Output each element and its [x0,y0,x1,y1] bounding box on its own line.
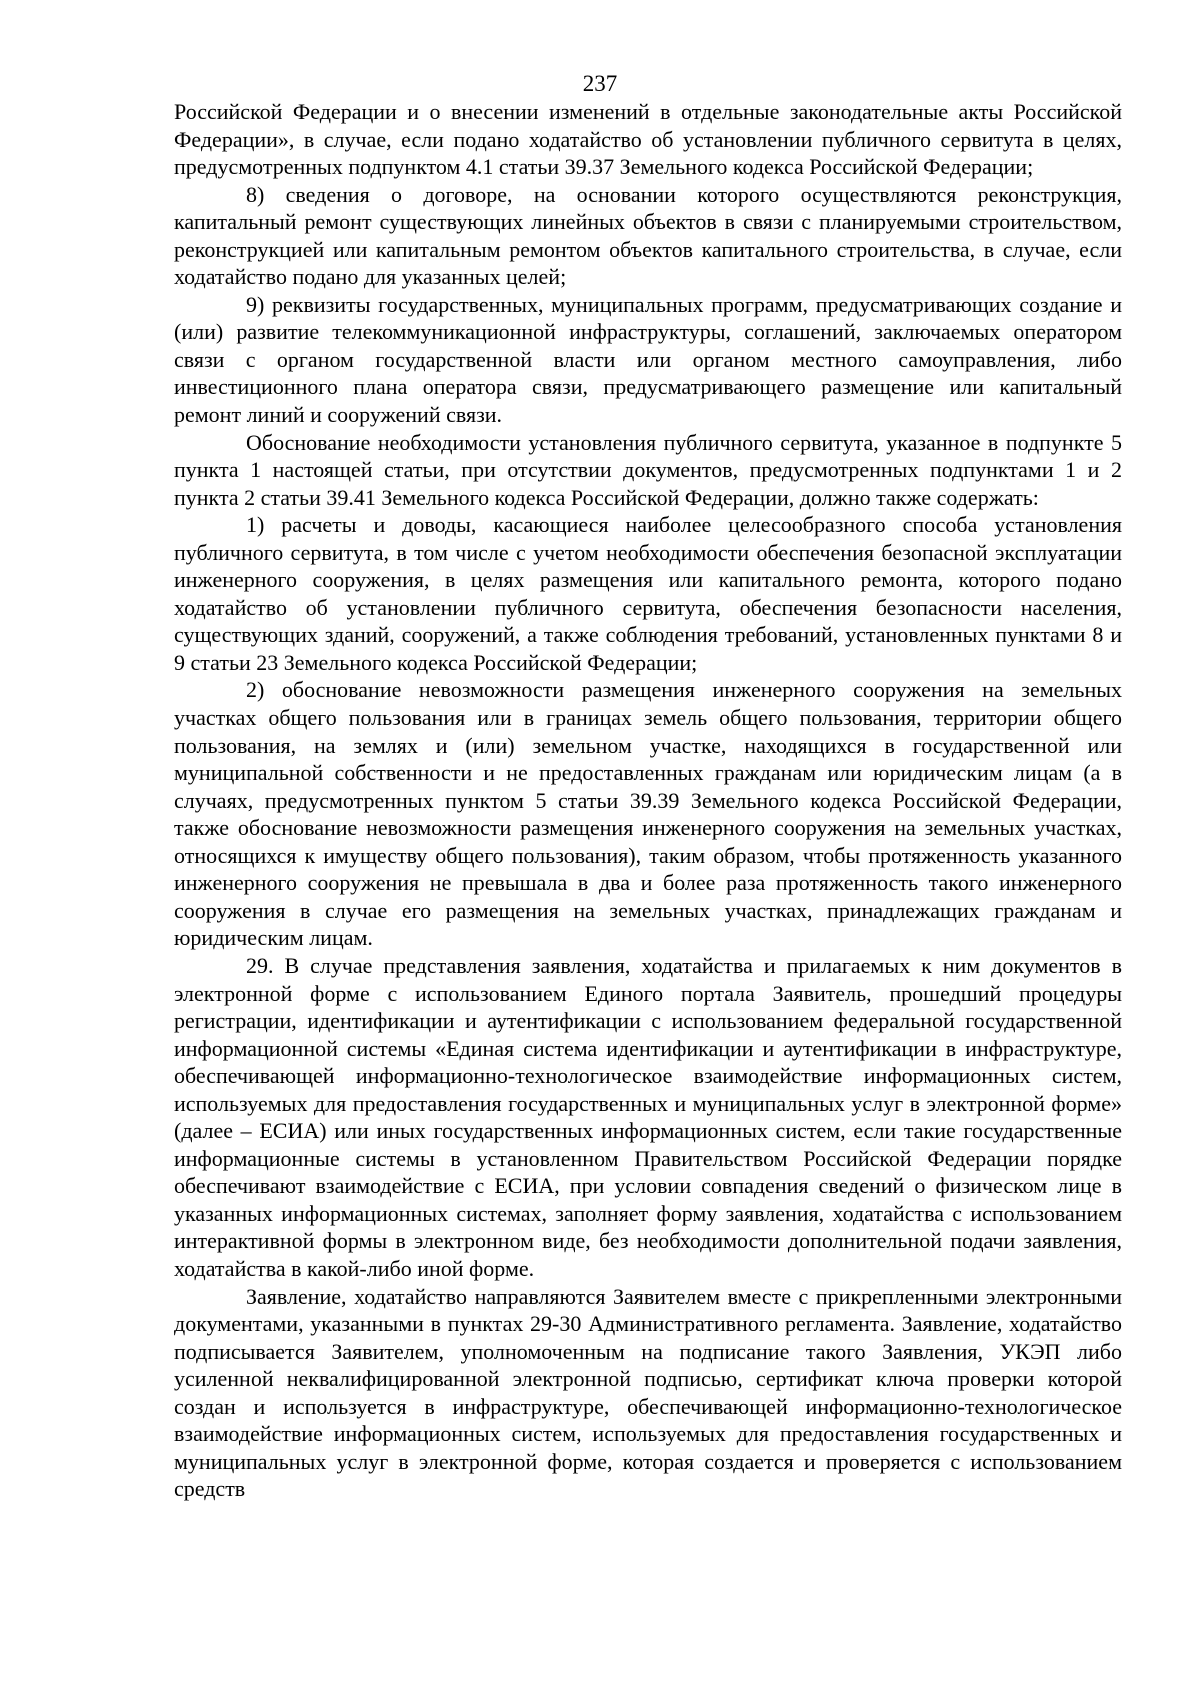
paragraph-application-signing: Заявление, ходатайство направляются Заявителем вместе с прикрепленными электронными документами, указанными в пунктах 29-30 Административного регламента. Заявление, ходатайство подписывается Заявителем, уполномоченным на подписание такого Заявления, УКЭП либо усиленной неквалифицированной электронной подписью, сертификат ключа проверки которой создан и используется в инфраструктуре, обеспечивающей информационно-технологическое взаимодействие информационных систем, используемых для предоставления государственных и муниципальных услуг в электронной форме, которая создается и проверяется с использованием средств [174,1283,1122,1502]
paragraph-item-8: 8) сведения о договоре, на основании которого осуществляются реконструкция, капитальный ремонт существующих линейных объектов в связи с планируемыми строительством, реконструкцией или капитальным ремонтом объектов капитального строительства, в случае, если ходатайство подано для указанных целей; [174,181,1122,290]
paragraph-justification-item-2: 2) обоснование невозможности размещения инженерного сооружения на земельных участках общего пользования или в границах земель общего пользования, территории общего пользования, на землях и (или) земельном участке, находящихся в государственной или муниципальной собственности и не предоставленных гражданам или юридическим лицам (а в случаях, предусмотренных пунктом 5 статьи 39.39 Земельного кодекса Российской Федерации, также обоснование невозможности размещения инженерного сооружения на земельных участках, относящихся к имуществу общего пользования), таким образом, чтобы протяженность указанного инженерного сооружения не превышала в два и более раза протяженность такого инженерного сооружения в случае его размещения на земельных участках, принадлежащих гражданам и юридическим лицам. [174,677,1122,951]
paragraph-item-9: 9) реквизиты государственных, муниципальных программ, предусматривающих создание и (или) развитие телекоммуникационной инфраструктуры, соглашений, заключаемых оператором связи с органом государственной власти или органом местного самоуправления, либо инвестиционного плана оператора связи, предусматривающего размещение или капитальный ремонт линий и сооружений связи. [174,291,1122,428]
paragraph-intro-continuation: Российской Федерации и о внесении изменений в отдельные законодательные акты Российской Федерации», в случае, если подано ходатайство об установлении публичного сервитута в целях, предусмотренных подпунктом 4.1 статьи 39.37 Земельного кодекса Российской Федерации; [174,99,1122,180]
document-body [174,98,1122,1503]
paragraph-section-29: 29. В случае представления заявления, ходатайства и прилагаемых к ним документов в электронной форме с использованием Единого портала Заявитель, прошедший процедуры регистрации, идентификации и аутентификации с использованием федеральной государственной информационной системы «Единая система идентификации и аутентификации в инфраструктуре, обеспечивающей информационно-технологическое взаимодействие информационных систем, используемых для предоставления государственных и муниципальных услуг в электронной форме» (далее – ЕСИА) или иных государственных информационных систем, если такие государственные информационные системы в установленном Правительством Российской Федерации порядке обеспечивают взаимодействие с ЕСИА, при условии совпадения сведений о физическом лице в указанных информационных системах, заполняет форму заявления, ходатайства с использованием интерактивной формы в электронном виде, без необходимости дополнительной подачи заявления, ходатайства в какой-либо иной форме. [174,952,1122,1281]
paragraph-justification-item-1: 1) расчеты и доводы, касающиеся наиболее целесообразного способа установления публичного сервитута, в том числе с учетом необходимости обеспечения безопасной эксплуатации инженерного сооружения, в целях размещения или капитального ремонта, которого подано ходатайство об установлении публичного сервитута, обеспечения безопасности населения, существующих зданий, сооружений, а также соблюдения требований, установленных пунктами 8 и 9 статьи 23 Земельного кодекса Российской Федерации; [174,512,1122,675]
page-number: 237 [582,71,618,96]
paragraph-justification: Обоснование необходимости установления публичного сервитута, указанное в подпункте 5 пункта 1 настоящей статьи, при отсутствии документов, предусмотренных подпунктами 1 и 2 пункта 2 статьи 39.41 Земельного кодекса Российской Федерации, должно также содержать: [174,429,1122,510]
